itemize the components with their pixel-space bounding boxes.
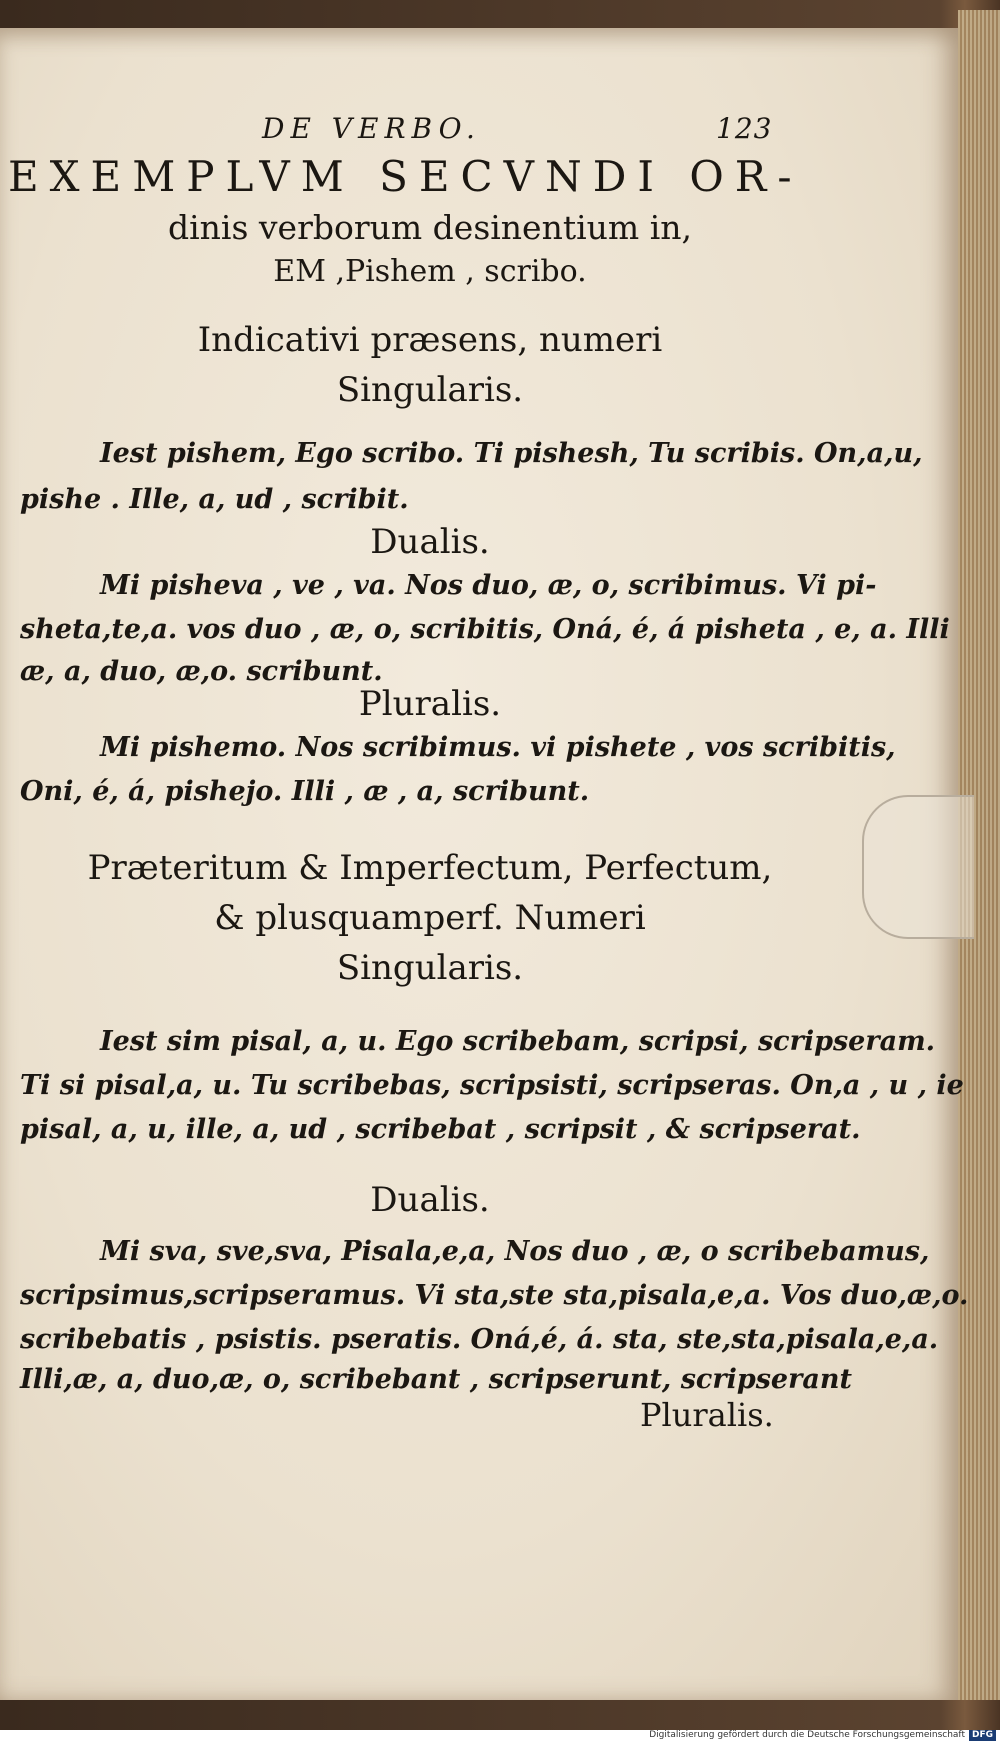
catchword: Pluralis.	[640, 1396, 774, 1434]
present-dual-line: sheta,te,a. vos duo , æ, o, scribitis, Oná, é, á pisheta , e, a. Illi	[20, 614, 950, 645]
title-line-3: EM ,Pishem , scribo.	[273, 254, 587, 289]
past-dual-line: Mi sva, sve,sva, Pisala,e,a, Nos duo , æ, o scribebamus,	[100, 1236, 930, 1267]
page-clip	[862, 795, 974, 939]
present-singular-line: Iest pishem, Ego scribo. Ti pishesh, Tu scribis. On,a,u,	[100, 438, 923, 469]
past-heading-1: Præteritum & Imperfectum, Perfectum,	[87, 848, 773, 888]
page-number: 123	[716, 112, 773, 145]
present-singular-line: pishe . Ille, a, ud , scribit.	[20, 484, 409, 515]
past-dual-heading: Dualis.	[370, 1180, 490, 1220]
present-heading-1: Indicativi præsens, numeri	[197, 320, 663, 360]
title-line-1: EXEMPLVM SECVNDI OR-	[8, 152, 803, 201]
past-heading-2: & plusquamperf. Numeri	[214, 898, 646, 938]
present-plural-line: Mi pishemo. Nos scribimus. vi pishete , vos scribitis,	[100, 732, 896, 763]
present-dual-heading: Dualis.	[370, 522, 490, 562]
past-heading-3: Singularis.	[336, 948, 524, 988]
past-singular-line: Ti si pisal,a, u. Tu scribebas, scripsisti, scripseras. On,a , u , ie	[20, 1070, 964, 1101]
digitization-footer	[0, 1730, 1000, 1741]
title-line-2: dinis verborum desinentium in,	[168, 208, 692, 247]
present-dual-line: Mi pisheva , ve , va. Nos duo, æ, o, scribimus. Vi pi-	[100, 570, 877, 601]
past-dual-line: scripsimus,scripseramus. Vi sta,ste sta,pisala,e,a. Vos duo,æ,o.	[20, 1280, 969, 1311]
past-singular-line: Iest sim pisal, a, u. Ego scribebam, scripsi, scripseram.	[100, 1026, 936, 1057]
footer-credit: Digitalisierung gefördert durch die Deutsche Forschungsgemeinschaft	[649, 1730, 965, 1740]
present-heading-2: Singularis.	[336, 370, 524, 410]
dfg-logo: DFG	[969, 1730, 996, 1741]
past-singular-line: pisal, a, u, ille, a, ud , scribebat , scripsit , & scripserat.	[20, 1114, 861, 1145]
present-dual-line: æ, a, duo, æ,o. scribunt.	[20, 656, 383, 687]
running-head: DE VERBO.	[262, 112, 481, 145]
past-dual-line: Illi,æ, a, duo,æ, o, scribebant , scripserunt, scripserant	[20, 1364, 852, 1395]
present-plural-heading: Pluralis.	[358, 684, 502, 724]
past-dual-line: scribebatis , psistis. pseratis. Oná,é, á. sta, ste,sta,pisala,e,a.	[20, 1324, 939, 1355]
present-plural-line: Oni, é, á, pishejo. Illi , æ , a, scribunt.	[20, 776, 590, 807]
